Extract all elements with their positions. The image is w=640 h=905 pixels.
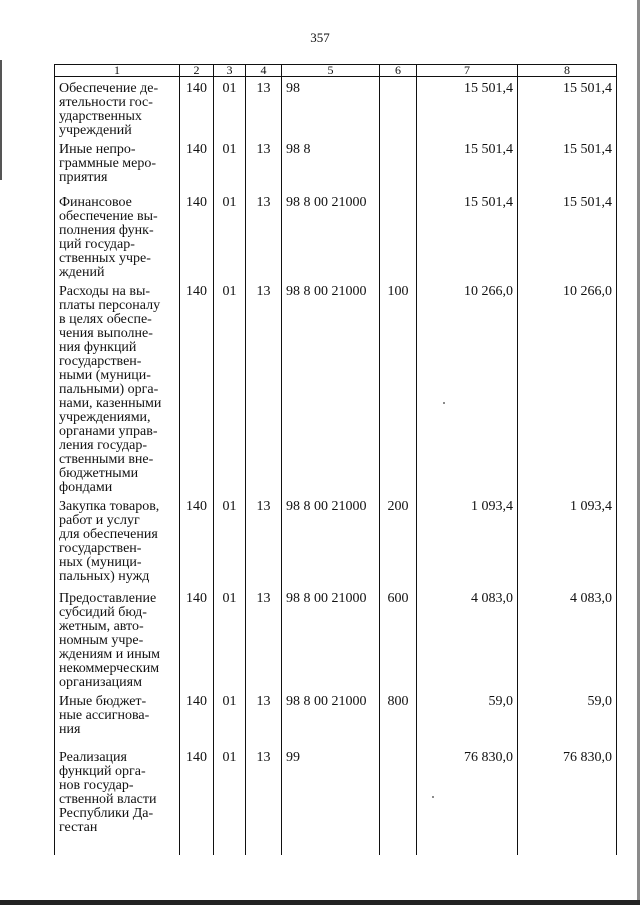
row-name-line: ные ассигнова- [59,708,150,723]
row-name-line: Предоставление [59,591,157,606]
scan-edge-bottom [0,900,640,905]
expense-type-cell: 800 [380,690,417,746]
admin-code-cell: 140 [180,746,214,855]
row-name-line: пальными) орга- [59,382,159,397]
subsection-cell: 13 [246,746,282,855]
column-header: 5 [282,65,380,77]
row-name-line: номным учре- [59,633,144,648]
target-article-cell: 98 8 00 21000 [282,587,380,690]
expense-type-cell [380,191,417,280]
table-body [55,77,617,856]
row-name-line: для обеспечения [59,527,158,542]
row-name-line: пальных) нужд [59,569,150,584]
column-number-row [55,65,617,77]
table-row [55,77,617,139]
amount-cell: 15 501,4 [518,138,617,191]
amount-cell: 15 501,4 [518,77,617,139]
row-name-cell [55,191,180,280]
row-name-line: платы персоналу [59,298,161,313]
row-name-line: нов государ- [59,778,134,793]
row-name-line: полнения функ- [59,223,154,238]
amount-cell: 59,0 [518,690,617,746]
target-article-cell: 98 8 00 21000 [282,280,380,495]
amount-cell: 15 501,4 [417,77,518,139]
row-name-line: учреждений [59,123,132,138]
column-header: 6 [380,65,417,77]
row-name-line: ния [59,722,81,737]
amount-cell: 1 093,4 [518,495,617,587]
row-name-line: ными (муници- [59,368,151,383]
section-cell: 01 [214,746,246,855]
expense-type-cell [380,77,417,139]
amount-cell: 15 501,4 [417,191,518,280]
row-name-line: учреждениями, [59,410,151,425]
table-row [55,587,617,690]
section-cell: 01 [214,191,246,280]
admin-code-cell: 140 [180,690,214,746]
row-name-line: обеспечение вы- [59,209,158,224]
subsection-cell: 13 [246,690,282,746]
amount-cell: 59,0 [417,690,518,746]
row-name-line: ждений [59,265,105,280]
expense-type-cell: 100 [380,280,417,495]
row-name-cell [55,77,180,139]
admin-code-cell: 140 [180,495,214,587]
column-header: 2 [180,65,214,77]
row-name-line: ударственных [59,109,142,124]
row-name-line: Иные непро- [59,142,136,157]
table-row [55,746,617,855]
expense-type-cell: 600 [380,587,417,690]
target-article-cell: 98 8 [282,138,380,191]
row-name-line: организациям [59,675,142,690]
table-row [55,191,617,280]
expense-type-cell [380,138,417,191]
table-row [55,495,617,587]
row-name-cell [55,280,180,495]
subsection-cell: 13 [246,280,282,495]
subsection-cell: 13 [246,587,282,690]
row-name-line: Финансовое [59,195,132,210]
row-name-line: органами управ- [59,424,158,439]
row-name-line: ственными вне- [59,452,154,467]
amount-cell: 76 830,0 [417,746,518,855]
row-name-line: ных (муници- [59,555,142,570]
subsection-cell: 13 [246,495,282,587]
page-number: 357 [310,30,330,45]
target-article-cell: 98 8 00 21000 [282,191,380,280]
row-name-line: ятельности гос- [59,95,153,110]
row-name-line: работ и услуг [59,513,140,528]
admin-code-cell: 140 [180,587,214,690]
row-name-line: граммные меро- [59,156,157,171]
section-cell: 01 [214,587,246,690]
section-cell: 01 [214,690,246,746]
section-cell: 01 [214,77,246,139]
admin-code-cell: 140 [180,77,214,139]
row-name-line: чения выполне- [59,326,153,341]
row-name-line: в целях обеспе- [59,312,152,327]
expense-type-cell [380,746,417,855]
row-name-line: жетным, авто- [59,619,144,634]
row-name-line: гестан [59,820,98,835]
row-name-line: нами, казенными [59,396,162,411]
row-name-line: Иные бюджет- [59,694,147,709]
amount-cell: 10 266,0 [417,280,518,495]
section-cell: 01 [214,495,246,587]
amount-cell: 15 501,4 [417,138,518,191]
table-row [55,280,617,495]
section-cell: 01 [214,138,246,191]
row-name-cell [55,746,180,855]
target-article-cell: 98 8 00 21000 [282,495,380,587]
amount-cell: 4 083,0 [518,587,617,690]
row-name-line: ственных учре- [59,251,151,266]
row-name-line: государствен- [59,541,142,556]
row-name-line: государствен- [59,354,142,369]
row-name-cell [55,587,180,690]
column-header: 7 [417,65,518,77]
table-row [55,690,617,746]
row-name-line: субсидий бюд- [59,605,147,620]
amount-cell: 76 830,0 [518,746,617,855]
row-name-line: ждениям и иным [59,647,161,662]
row-name-cell [55,138,180,191]
column-header: 3 [214,65,246,77]
expense-type-cell: 200 [380,495,417,587]
admin-code-cell: 140 [180,191,214,280]
row-name-cell [55,495,180,587]
scan-edge-left [0,60,2,180]
row-name-line: Реализация [59,750,127,765]
row-name-line: некоммерческим [59,661,160,676]
amount-cell: 10 266,0 [518,280,617,495]
table-row [55,138,617,191]
row-name-line: ственной власти [59,792,157,807]
row-name-line: Обеспечение де- [59,81,159,96]
target-article-cell: 98 [282,77,380,139]
column-header: 1 [55,65,180,77]
row-name-line: ления государ- [59,438,148,453]
subsection-cell: 13 [246,77,282,139]
row-name-line: приятия [59,170,108,185]
row-name-cell [55,690,180,746]
admin-code-cell: 140 [180,138,214,191]
row-name-line: Расходы на вы- [59,284,151,299]
target-article-cell: 99 [282,746,380,855]
target-article-cell: 98 8 00 21000 [282,690,380,746]
amount-cell: 1 093,4 [417,495,518,587]
budget-table [54,64,617,855]
section-cell: 01 [214,280,246,495]
row-name-line: Закупка товаров, [59,499,160,514]
column-header: 4 [246,65,282,77]
amount-cell: 15 501,4 [518,191,617,280]
row-name-line: функций орга- [59,764,146,779]
row-name-line: ния функций [59,340,137,355]
subsection-cell: 13 [246,138,282,191]
admin-code-cell: 140 [180,280,214,495]
column-header: 8 [518,65,617,77]
row-name-line: ций государ- [59,237,135,252]
row-name-line: бюджетными [59,466,139,481]
row-name-line: Республики Да- [59,806,154,821]
subsection-cell: 13 [246,191,282,280]
amount-cell: 4 083,0 [417,587,518,690]
row-name-line: фондами [59,480,113,495]
